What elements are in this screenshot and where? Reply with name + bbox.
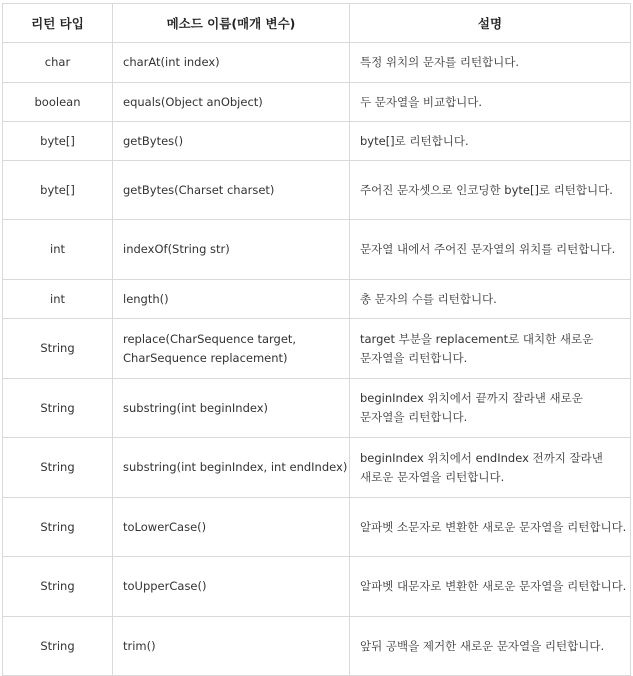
table-row bbox=[3, 220, 631, 280]
method-cell: indexOf(String str) bbox=[113, 220, 350, 280]
return-type-cell: String bbox=[3, 319, 113, 379]
return-type-cell: boolean bbox=[3, 83, 113, 122]
return-type-cell: String bbox=[3, 617, 113, 676]
table-row bbox=[3, 617, 631, 676]
header-method: 메소드 이름(매개 변수) bbox=[113, 4, 350, 43]
description-cell: 알파벳 소문자로 변환한 새로운 문자열을 리턴합니다. bbox=[350, 498, 631, 557]
description-cell: 특정 위치의 문자를 리턴합니다. bbox=[350, 43, 631, 83]
method-cell: equals(Object anObject) bbox=[113, 83, 350, 122]
string-methods-table bbox=[2, 3, 631, 676]
table-header-row bbox=[3, 4, 631, 43]
description-cell: target 부분을 replacement로 대치한 새로운 문자열을 리턴합니다. bbox=[350, 319, 631, 379]
table-row bbox=[3, 379, 631, 438]
method-cell: substring(int beginIndex, int endIndex) bbox=[113, 438, 350, 498]
return-type-cell: byte[] bbox=[3, 122, 113, 161]
header-return-type: 리턴 타입 bbox=[3, 4, 113, 43]
table-row bbox=[3, 122, 631, 161]
table-row bbox=[3, 83, 631, 122]
return-type-cell: String bbox=[3, 379, 113, 438]
method-cell: toUpperCase() bbox=[113, 557, 350, 617]
method-cell: substring(int beginIndex) bbox=[113, 379, 350, 438]
method-cell: charAt(int index) bbox=[113, 43, 350, 83]
method-cell: trim() bbox=[113, 617, 350, 676]
method-cell: getBytes() bbox=[113, 122, 350, 161]
return-type-cell: String bbox=[3, 557, 113, 617]
description-cell: beginIndex 위치에서 끝까지 잘라낸 새로운 문자열을 리턴합니다. bbox=[350, 379, 631, 438]
table-row bbox=[3, 280, 631, 319]
table-row bbox=[3, 557, 631, 617]
description-cell: 앞뒤 공백을 제거한 새로운 문자열을 리턴합니다. bbox=[350, 617, 631, 676]
header-description: 설명 bbox=[350, 4, 631, 43]
table-row bbox=[3, 319, 631, 379]
table-row bbox=[3, 438, 631, 498]
method-cell: replace(CharSequence target, CharSequence replacement) bbox=[113, 319, 350, 379]
description-cell: 총 문자의 수를 리턴합니다. bbox=[350, 280, 631, 319]
method-cell: length() bbox=[113, 280, 350, 319]
return-type-cell: byte[] bbox=[3, 161, 113, 220]
return-type-cell: char bbox=[3, 43, 113, 83]
description-cell: byte[]로 리턴합니다. bbox=[350, 122, 631, 161]
return-type-cell: int bbox=[3, 220, 113, 280]
method-cell: toLowerCase() bbox=[113, 498, 350, 557]
description-cell: 주어진 문자셋으로 인코딩한 byte[]로 리턴합니다. bbox=[350, 161, 631, 220]
table-row bbox=[3, 161, 631, 220]
table-row bbox=[3, 43, 631, 83]
description-cell: 알파벳 대문자로 변환한 새로운 문자열을 리턴합니다. bbox=[350, 557, 631, 617]
method-cell: getBytes(Charset charset) bbox=[113, 161, 350, 220]
description-cell: 문자열 내에서 주어진 문자열의 위치를 리턴합니다. bbox=[350, 220, 631, 280]
return-type-cell: int bbox=[3, 280, 113, 319]
description-cell: beginIndex 위치에서 endIndex 전까지 잘라낸 새로운 문자열을 리턴합니다. bbox=[350, 438, 631, 498]
table-row bbox=[3, 498, 631, 557]
description-cell: 두 문자열을 비교합니다. bbox=[350, 83, 631, 122]
return-type-cell: String bbox=[3, 438, 113, 498]
return-type-cell: String bbox=[3, 498, 113, 557]
